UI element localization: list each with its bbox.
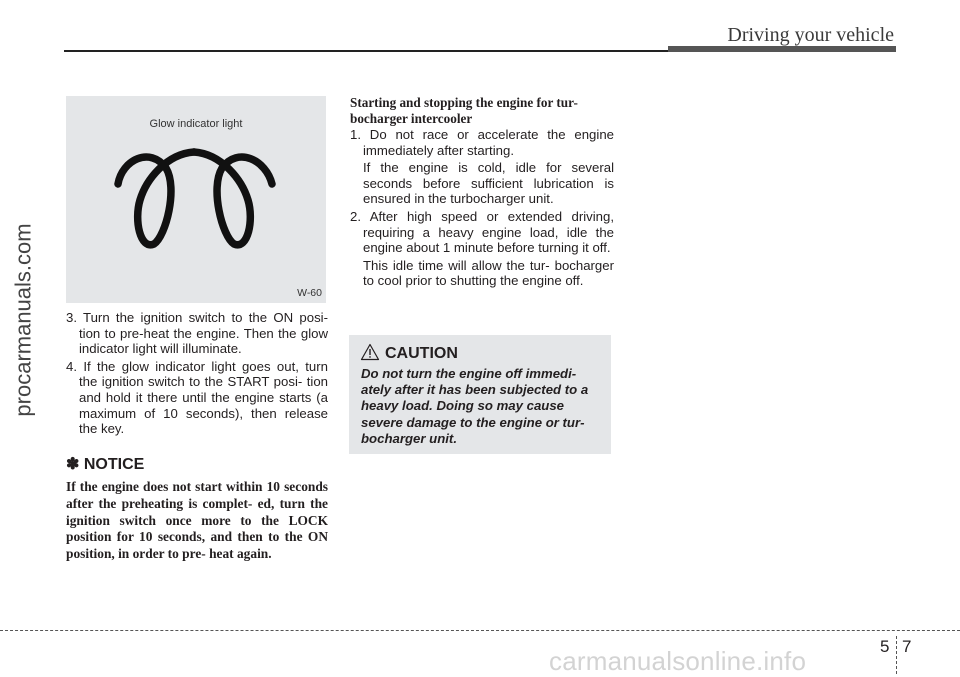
chapter-number: 5 bbox=[880, 637, 890, 656]
figure-caption: Glow indicator light bbox=[149, 118, 243, 130]
notice-star-icon: ✽ bbox=[66, 456, 80, 473]
left-steps bbox=[66, 310, 328, 437]
warning-triangle-icon bbox=[360, 343, 380, 361]
glow-indicator-figure bbox=[66, 96, 326, 303]
glow-plug-coil-icon bbox=[66, 96, 326, 303]
step-2: 2. After high speed or extended driving, requiring a heavy engine load, idle the engine about 1 minute before turning it off. bbox=[350, 208, 614, 256]
figure-code: W-60 bbox=[297, 287, 322, 299]
step-2-detail: This idle time will allow the tur- bocharger to cool prior to shutting the engine off. bbox=[363, 257, 614, 289]
header-bar bbox=[668, 46, 896, 52]
step-1-detail: If the engine is cold, idle for several seconds before sufficient lubrication is ensured in the turbocharger unit. bbox=[363, 160, 614, 207]
page-number: 7 bbox=[902, 637, 912, 656]
page-separator bbox=[896, 636, 897, 674]
header-rule bbox=[64, 50, 668, 52]
notice-heading-text: NOTICE bbox=[83, 456, 145, 473]
notice-heading bbox=[66, 454, 144, 474]
running-header: Driving your vehicle bbox=[727, 24, 894, 46]
step-1: 1. Do not race or accelerate the engine immediately after starting. bbox=[350, 127, 614, 158]
step-4: 4. If the glow indicator light goes out, turn the ignition switch to the START posi- tion and hold it there until the engine starts (a maximum of 10 seconds), then release the key. bbox=[66, 358, 328, 437]
caution-box bbox=[349, 335, 611, 454]
footer-rule bbox=[0, 630, 960, 631]
notice-body: If the engine does not start within 10 seconds after the preheating is complet- ed, turn the ignition switch once more to the LOCK position for 10 seconds, and then to the ON position, in order to pre- heat again. bbox=[66, 479, 328, 562]
caution-title: CAUTION bbox=[385, 345, 458, 362]
step-3: 3. Turn the ignition switch to the ON posi- tion to pre-heat the engine. Then the glow indicator light will illuminate. bbox=[66, 310, 328, 357]
footer-watermark: carmanualsonline.info bbox=[549, 646, 807, 676]
section-heading: Starting and stopping the engine for tur- bocharger intercooler bbox=[350, 95, 578, 126]
right-steps bbox=[350, 127, 614, 289]
side-watermark-text: procarmanuals.com bbox=[11, 223, 36, 417]
caution-text: Do not turn the engine off immedi- ately after it has been subjected to a heavy load. Doing so may cause severe damage to the engine or tur- bocharger unit. bbox=[361, 366, 589, 446]
side-watermark bbox=[2, 140, 46, 500]
